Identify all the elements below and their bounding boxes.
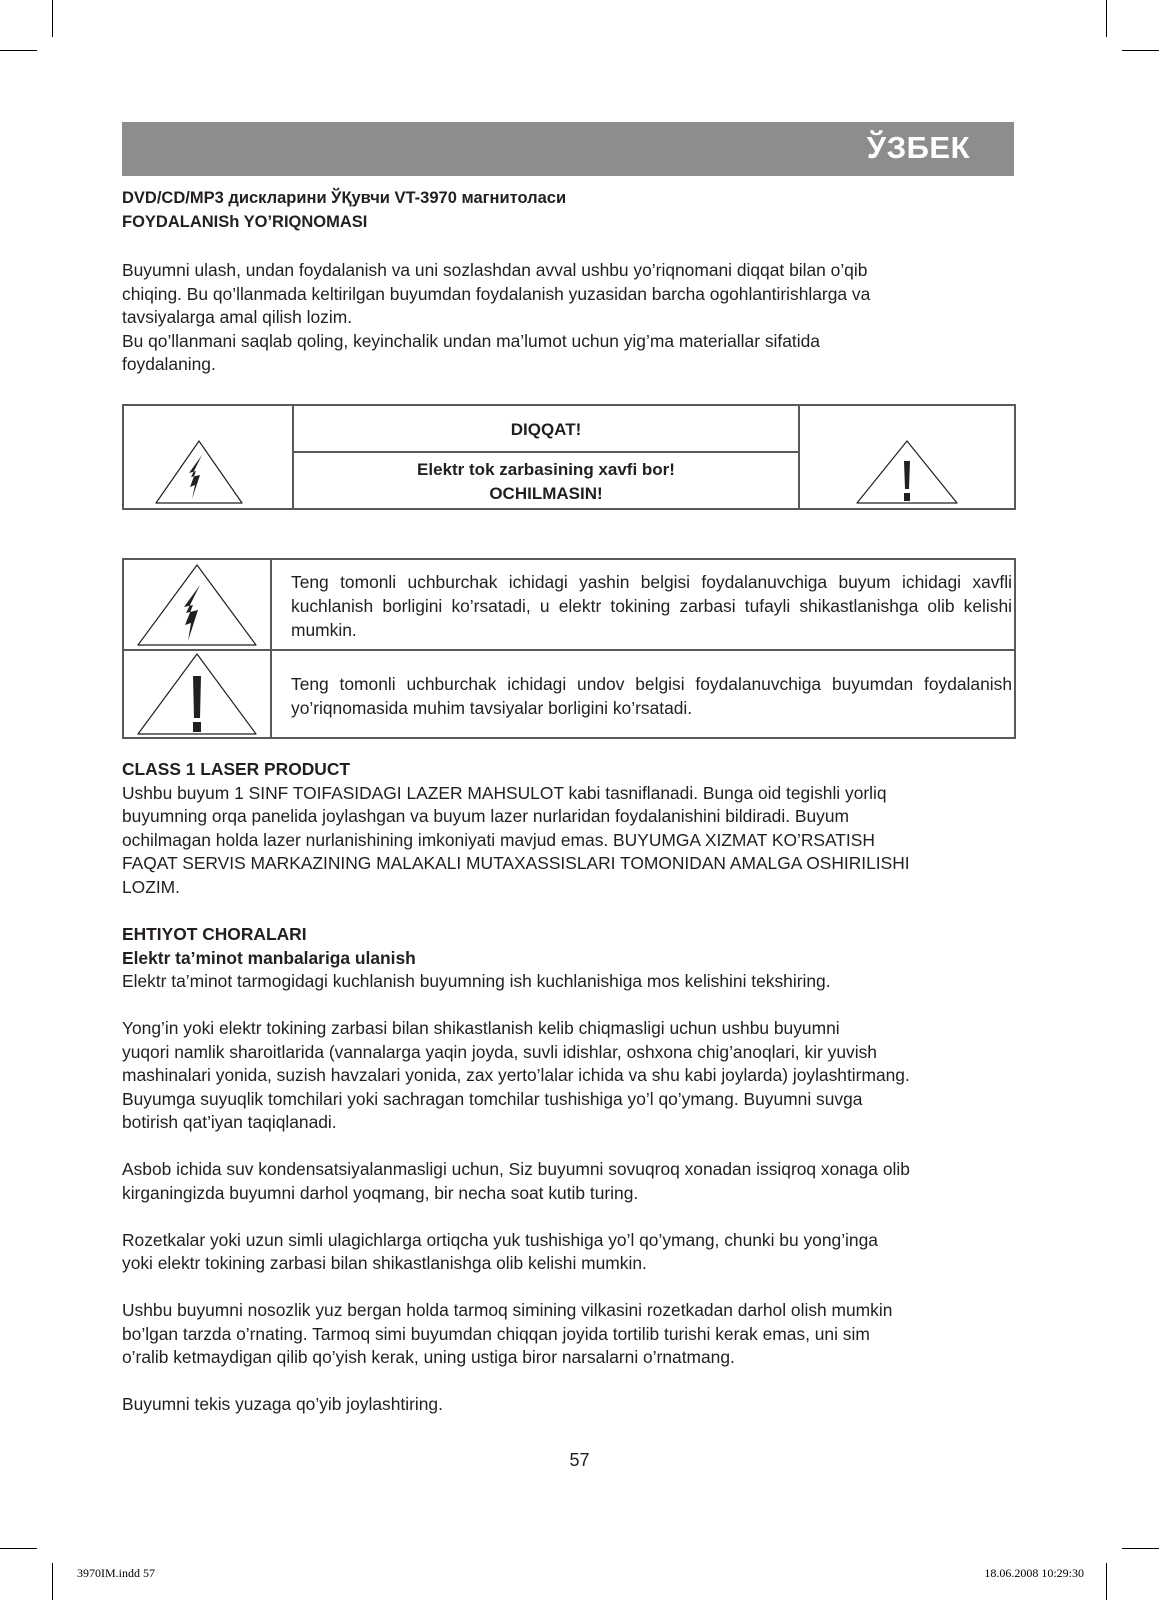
text-line: Ushbu buyum 1 SINF TOIFASIDAGI LAZER MAHSULOT kabi tasniflanadi. Bunga oid tegishli yorliq [122,782,887,803]
laser-section [122,758,1014,899]
text-line: kirganingizda buyumni darhol yoqmang, bir necha soat kutib turing. [122,1182,639,1203]
crop-mark [1106,1563,1107,1600]
language-header-bar [122,122,1014,176]
text-line: yoki elektr tokining zarbasi bilan shikastlanishga olib kelishi mumkin. [122,1253,647,1273]
crop-mark [0,1548,37,1549]
text-line: o’ralib ketmaydigan qilib qo’yish kerak, uning ustiga biror narsalarni o’rnatmang. [122,1347,735,1367]
text-line: Buyumni tekis yuzaga qo’yib joylashtiring. [122,1394,443,1414]
text-line: Buyumga suyuqlik tomchilari yoki sachragan tomchilar tushishiga yo’l qo’ymang. Buyumni suvga [122,1088,863,1109]
text-line: Rozetkalar yoki uzun simli ulagichlarga ortiqcha yuk tushishiga yo’l qo’ymang, chunki bu yong’inga [122,1229,878,1250]
text-line: bo’lgan tarzda o’rnating. Tarmoq simi buyumdan chiqqan joyida tortilib turishi kerak emas, uni sim [122,1323,870,1344]
crop-mark [1106,0,1107,37]
crop-mark [52,0,53,37]
text-line: FAQAT SERVIS MARKAZINING MALAKALI MUTAXASSISLARI TOMONIDAN AMALGA OSHIRILISHI [122,853,910,873]
text-line: buyumning orqa panelida joylashgan va buyum lazer nurlaridan foydalanishini bildiradi. Buyum [122,806,849,826]
text-line: Buyumni ulash, undan foydalanish va uni sozlashdan avval ushbu yo’riqnomani diqqat bilan o’qib [122,260,868,280]
exclamation-warning-icon [855,439,959,505]
crop-mark [1122,1548,1159,1549]
section-heading: CLASS 1 LASER PRODUCT [122,759,351,779]
intro-paragraph [122,259,1014,377]
symbol-description: Teng tomonli uchburchak ichidagi undov belgisi foydalanuvchiga buyumdan foydalanish yo’riqnomasida muhim tavsiyalar borligini ko’rsatadi. [291,674,1012,718]
document-subtitle: FOYDALANISh YO’RIQNOMASI [122,213,368,231]
text-line: Asbob ichida suv kondensatsiyalanmasligi uchun, Siz buyumni sovuqroq xonadan issiqroq xonaga olib [122,1159,910,1179]
text-line: tavsiyalarga amal qilish lozim. [122,307,353,327]
page-number: 57 [569,1450,590,1470]
text-line: Yong’in yoki elektr tokining zarbasi bilan shikastlanish kelib chiqmasligi uchun ushbu buyumni [122,1018,840,1038]
text-line: chiqing. Bu qo’llanmada keltirilgan buyumdan foydalanish yuzasidan barcha ogohlantirishlarga va [122,283,871,304]
text-line: mashinalari yonida, suzish havzalari yonida, zax yerto’lalar ichida va shu kabi joylarda) joylashtirmang. [122,1065,910,1085]
section-subheading: Elektr ta’minot manbalariga ulanish [122,947,416,968]
lightning-warning-icon [154,439,244,505]
crop-mark [52,1563,53,1600]
text-line: Ushbu buyumni nosozlik yuz bergan holda tarmoq simining vilkasini rozetkadan darhol olish mumkin [122,1300,893,1320]
text-line: botirish qat’iyan taqiqlanadi. [122,1112,337,1132]
warning-line-1: Elektr tok zarbasining xavfi bor! [417,460,675,479]
precautions-section [122,923,1014,1417]
crop-mark [0,50,37,51]
warning-line-2: OCHILMASIN! [489,484,603,503]
language-label: ЎЗБЕК [866,130,970,165]
text-line: LOZIM. [122,876,180,897]
symbols-table [122,558,1016,739]
exclamation-warning-icon [134,652,260,736]
document-title: DVD/CD/MP3 дискларини ЎҚувчи VT-3970 магнитоласи [122,189,567,207]
lightning-warning-icon [134,563,260,647]
text-line: ochilmagan holda lazer nurlanishining imkoniyati mavjud emas. BUYUMGA XIZMAT KO’RSATISH [122,829,875,850]
text-line: foydalaning. [122,354,216,374]
slug-file: 3970IM.indd 57 [77,1566,155,1580]
warning-heading: DIQQAT! [510,420,582,439]
text-line: Bu qo’llanmani saqlab qoling, keyinchalik undan ma’lumot uchun yig’ma materiallar sifatida [122,330,820,351]
section-heading: EHTIYOT CHORALARI [122,924,307,944]
symbol-description: Teng tomonli uchburchak ichidagi yashin belgisi foydalanuvchiga buyum ichidagi xavfli kuchlanish borligini ko’rsatadi, u elektr tokining zarbasi tufayli shikastlanishga olib kelishi mumkin. [291,572,1012,640]
slug-timestamp: 18.06.2008 10:29:30 [984,1566,1084,1580]
crop-mark [1122,50,1159,51]
text-line: Elektr ta’minot tarmogidagi kuchlanish buyumning ish kuchlanishiga mos kelishini tekshiring. [122,971,831,991]
text-line: yuqori namlik sharoitlarida (vannalarga yaqin joyda, suvli idishlar, oshxona chig’anoqlari, kir yuvish [122,1041,877,1062]
warning-box [122,404,1016,510]
